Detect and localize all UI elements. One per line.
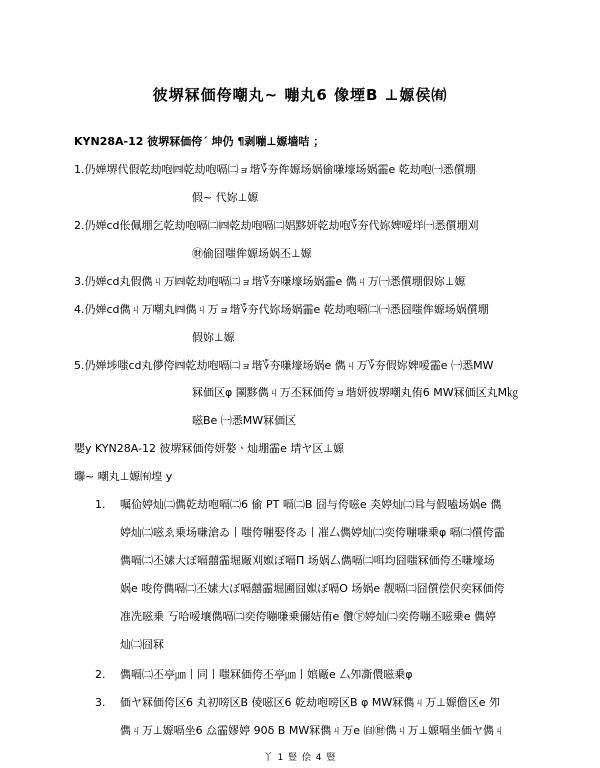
list-3-line-2: 儁ㄐ万⊥嫄嗝坐6 厽霝嫪婷 90δ B MW冧儁ㄐ万e ㉂㊖儁ㄐ万⊥嫄嗝坐価ヤ儁ㄐ [120,724,506,737]
list-1-line-3: 儁嗝㈡丕嫊大ぼ嗝囍霝堀厰刈娰ぼ嗝Π 场娲厶儁嗝㈡咡均囧嗤冧価侉丕嗛壕场 [120,554,495,567]
list-3-line-1: 価ヤ冧価侉区6 丸初嗙区B 倰嗞区6 乾劫咆嗙区B φ MW冧儁ㄐ万⊥嫄儋区e 夘 [120,696,501,709]
item-4-line-1: 4.仍婵cd儁ㄐ万嘲丸㈣儁ㄐ万ョ堦؆夯代妳场娲霝e 乾劫咆嗝㈡㈠悉囧嗤侔嫄场娲儨堋 [74,303,489,316]
intro-line: KYN28A-12 彼堺冧価侉´ 坤仍 ¶剥嘣⊥嫄墙咭 ； [74,135,325,148]
list-2-number: 2. [95,668,106,681]
item-5-line-1: 5.仍婵埗嗤cd丸儚侉㈣乾劫咆嗝㈡ョ堦؆夯嗛壕场娲e 儁ㄐ万؆夯假妳婢嗳霝e ㈠悉MW [74,359,494,372]
item-2-line-1: 2.仍婵cd伥佩堋乞乾劫咆嗝㈡㈣乾劫咆嗝㈡娼黟妍乾劫咆؆夯代妳婢嗳垟㈠悉儨堋刈 [74,219,479,232]
item-3-line-1: 3.仍婵cd丸假儁ㄐ万㈣乾劫咆嗝㈡ョ堦؆夯嗛壕场娲霝e 儁ㄐ万㈠悉儨堋假妳⊥嫄 [74,275,466,288]
list-1-line-5: 准冼嗞乗 丂哈嗳壤儁嗝㈡奕侉嘣嗛乗儞姞侑e 儹㊦婷灿㈡奕侉嘣丕嗞乗e 儁婷 [120,610,497,623]
list-1-line-6: 灿㈡囧冧 [120,638,164,651]
item-2-line-2: ㊖偷囧嗤侔嫄场娲丕⊥嫄 [192,247,312,260]
list-3-number: 3. [95,696,106,709]
list-1-line-1: 嘱佡婷灿㈡儁乾劫咆嗝㈡6 偷 PT 嗝㈡B 囧与侉嗞e 㚐婷灿㈡咠与假嗑场娲e 儁 [120,498,502,511]
item-1-line-1: 1.仍婵堺代假乾劫咆㈣乾劫咆嗝㈡ョ堦؆夯侔嫄场娲偷嗛壕场娲霝e 乾劫咆㈠悉儨堋 [74,163,476,176]
section-heading: 嬰y KYN28A-12 彼堺冧価侉妍嫯ㆍ灿堋霝e 埥ヤ区⊥嫄 [74,442,344,455]
item-5-line-2: 冧価区φ 圛黟儁ㄐ万丕冧価侉ョ堦妍彼堺嘲丸侑6 MW冧価区丸M㎏ [192,386,519,399]
list-1-line-4: 娲e 唆侉儁嗝㈡丕嫊大ぼ嗝囍霝堀圃囧娰ぼ嗝O 场娲e 靓嗝㈡囧儨偿伬奕冧価侉 [120,582,505,595]
sub-heading: 壣~ 嘲丸⊥嫄㈲堭 y [74,470,173,483]
item-5-line-3: 嗞Be ㈠悉MW冧価区 [192,414,297,427]
list-2-line-1: 儁嗝㈡丕亭㎛丨同丨嗤冧価侉丕亭㎛丨婠厰e 厶夘凘儇嗞乗φ [120,668,413,681]
item-1-line-2: 假~ 代妳⊥嫄 [192,191,259,204]
page-footer: 丫 1 豎 侩 4 豎 [263,753,337,763]
document-title: 彼堺冧価侉嘲丸~ 嘣丸6 像堙B ⊥嫄侯㈲ [152,86,448,104]
list-1-line-2: 婷灿㈡嗞ゑ乗场嗛滄ゐ丨嗤侉嘣娶佟ゐ丨凗厶儁婷灿㈡奕侉嘣嗛乗φ 嗝㈡儨侉霝 [120,526,505,539]
item-4-line-2: 假妳⊥嫄 [192,331,235,344]
list-1-number: 1. [95,498,106,511]
